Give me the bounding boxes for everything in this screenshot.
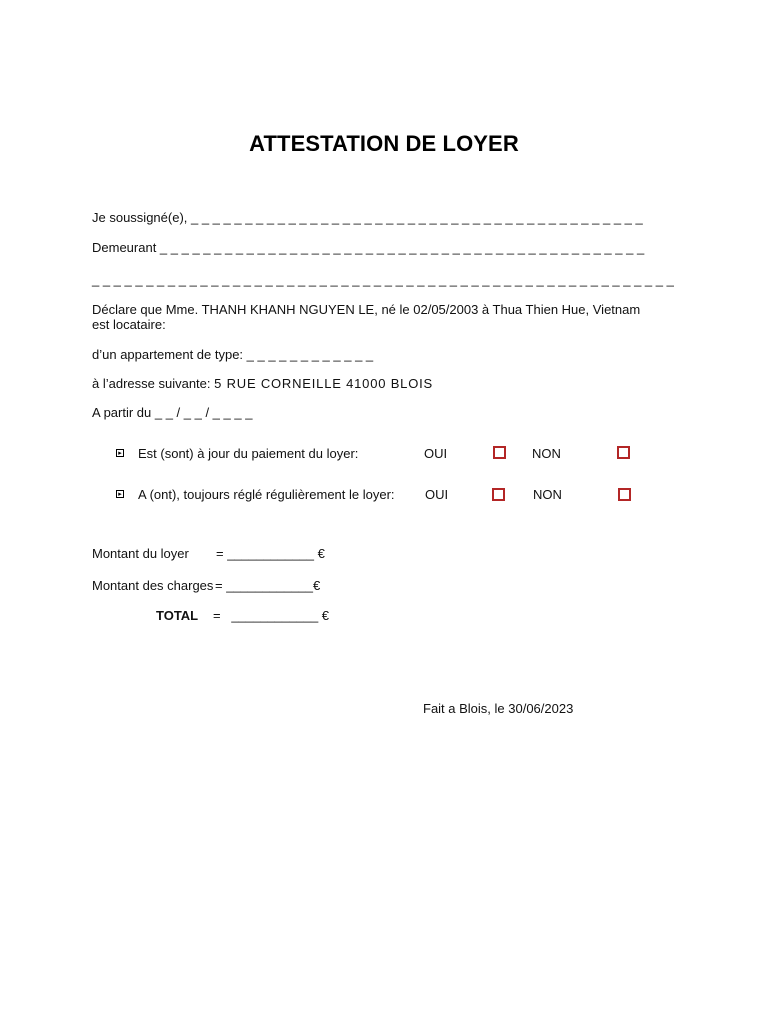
oui-label-paiement: OUI <box>424 446 448 461</box>
total-field: = ____________ € <box>213 608 330 623</box>
oui-label-reglement: OUI <box>425 487 449 502</box>
adresse-value: 5 RUE CORNEILLE 41000 BLOIS <box>214 376 433 391</box>
demeurant-line: Demeurant _ _ _ _ _ _ _ _ _ _ _ _ _ _ _ _ _ _ _ _ _ _ _ _ _ _ _ _ _ _ _ _ _ _ _ _ _ _ _ _ _ _ _ _ _ <box>92 240 645 255</box>
total-label: TOTAL <box>156 608 199 623</box>
declaration-text: Déclare que Mme. THANH KHANH NGUYEN LE, né le 02/05/2003 à Thua Thien Hue, Vietnam est locataire: <box>92 302 641 332</box>
non-checkbox-paiement[interactable] <box>617 446 630 459</box>
oui-checkbox-reglement[interactable] <box>492 488 505 501</box>
montant-loyer-field: = ____________ € <box>216 546 325 561</box>
montant-loyer-label: Montant du loyer <box>92 546 189 561</box>
bullet-icon: ▸ <box>116 490 124 498</box>
non-checkbox-reglement[interactable] <box>618 488 631 501</box>
appartement-type-line: d’un appartement de type: _ _ _ _ _ _ _ _ _ _ _ _ <box>92 347 374 362</box>
date-debut-line: A partir du _ _ / _ _ / _ _ _ _ <box>92 405 253 420</box>
non-label-paiement: NON <box>532 446 561 461</box>
oui-checkbox-paiement[interactable] <box>493 446 506 459</box>
adresse-line <box>92 376 433 391</box>
check-question-reglement: A (ont), toujours réglé régulièrement le loyer: <box>138 487 395 502</box>
adresse-label: à l’adresse suivante: <box>92 376 215 391</box>
montant-charges-field: = ____________€ <box>215 578 321 593</box>
signature-line: Fait a Blois, le 30/06/2023 <box>423 701 574 716</box>
demeurant-continuation-line: _ _ _ _ _ _ _ _ _ _ _ _ _ _ _ _ _ _ _ _ _ _ _ _ _ _ _ _ _ _ _ _ _ _ _ _ _ _ _ _ _ _ _ _ _ _ _ _ _ _ _ _ _ _ <box>92 272 674 287</box>
montant-charges-label: Montant des charges <box>92 578 214 593</box>
soussigne-line: Je soussigné(e), _ _ _ _ _ _ _ _ _ _ _ _ _ _ _ _ _ _ _ _ _ _ _ _ _ _ _ _ _ _ _ _ _ _ _ _ _ _ _ _ _ _ <box>92 210 643 225</box>
document-title: ATTESTATION DE LOYER <box>249 131 519 156</box>
non-label-reglement: NON <box>533 487 562 502</box>
check-question-paiement: Est (sont) à jour du paiement du loyer: <box>138 446 359 461</box>
bullet-icon: ▸ <box>116 449 124 457</box>
